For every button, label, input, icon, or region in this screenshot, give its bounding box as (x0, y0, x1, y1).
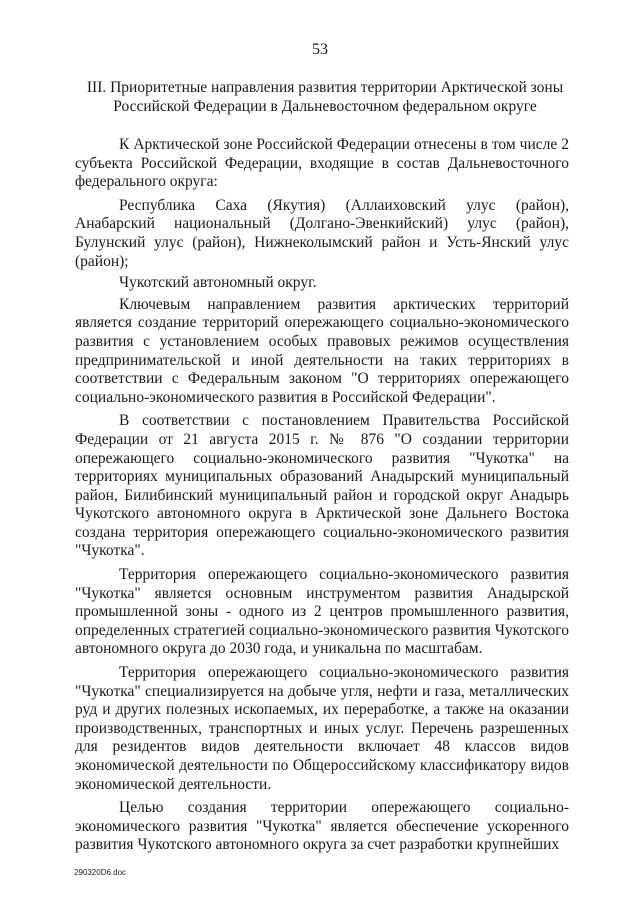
paragraph: Целью создания территории опережающего социально-экономического развития "Чукотка" является обеспечение ускоренного развития Чукотского автономного округа за счет разработки крупнейших (75, 799, 569, 854)
paragraph: Территория опережающего социально-экономического развития "Чукотка" специализируется на добыче угля, нефти и газа, металлических руд и других полезных ископаемых, их переработке, а также на оказании производственных, транспортных и иных услуг. Перечень разрешенных для резидентов видов деятельности включает 48 классов видов экономической деятельности по Общероссийскому классификатору видов экономической деятельности. (75, 664, 569, 793)
paragraph: Территория опережающего социально-экономического развития "Чукотка" является основным инструментом развития Анадырской промышленной зоны - одного из 2 центров промышленного развития, определенных стратегией социально-экономического развития Чукотского автономного округа до 2030 года, и уникальна по масштабам. (75, 566, 569, 658)
paragraph: В соответствии с постановлением Правительства Российской Федерации от 21 августа 2015 г. № 876 "О создании территории опережающего социально-экономического развития "Чукотка" на территориях муниципальных образований Анадырский муниципальный район, Билибинский муниципальный район и городской округ Анадырь Чукотского автономного округа в Арктической зоне Дальнего Востока создана территория опережающего социально-экономического развития "Чукотка". (75, 412, 569, 560)
paragraph: Ключевым направлением развития арктических территорий является создание территорий опережающего социально-экономического развития с установлением особых правовых режимов осуществления предпринимательской и иной деятельности на таких территориях в соответствии с Федеральным законом "О территориях опережающего социально-экономического развития в Российской Федерации". (75, 295, 569, 406)
paragraph: К Арктической зоне Российской Федерации отнесены в том числе 2 субъекта Российской Федерации, входящие в состав Дальневосточного федерального округа: (75, 136, 569, 191)
body-text (75, 136, 569, 860)
page-number: 53 (312, 41, 328, 58)
paragraph: Республика Саха (Якутия) (Аллаиховский улус (район), Анабарский национальный (Долгано-Эвенкийский) улус (район), Булунский улус (район), Нижнеколымский район и Усть-Янский улус (район); (75, 196, 569, 270)
section-title-line-2: Российской Федерации в Дальневосточном федеральном округе (113, 98, 537, 115)
section-title (60, 78, 590, 116)
footer-filename: 290320D6.doc (74, 868, 127, 877)
section-title-line-1: III. Приоритетные направления развития территории Арктической зоны (86, 79, 564, 96)
paragraph: Чукотский автономный округ. (119, 274, 317, 292)
